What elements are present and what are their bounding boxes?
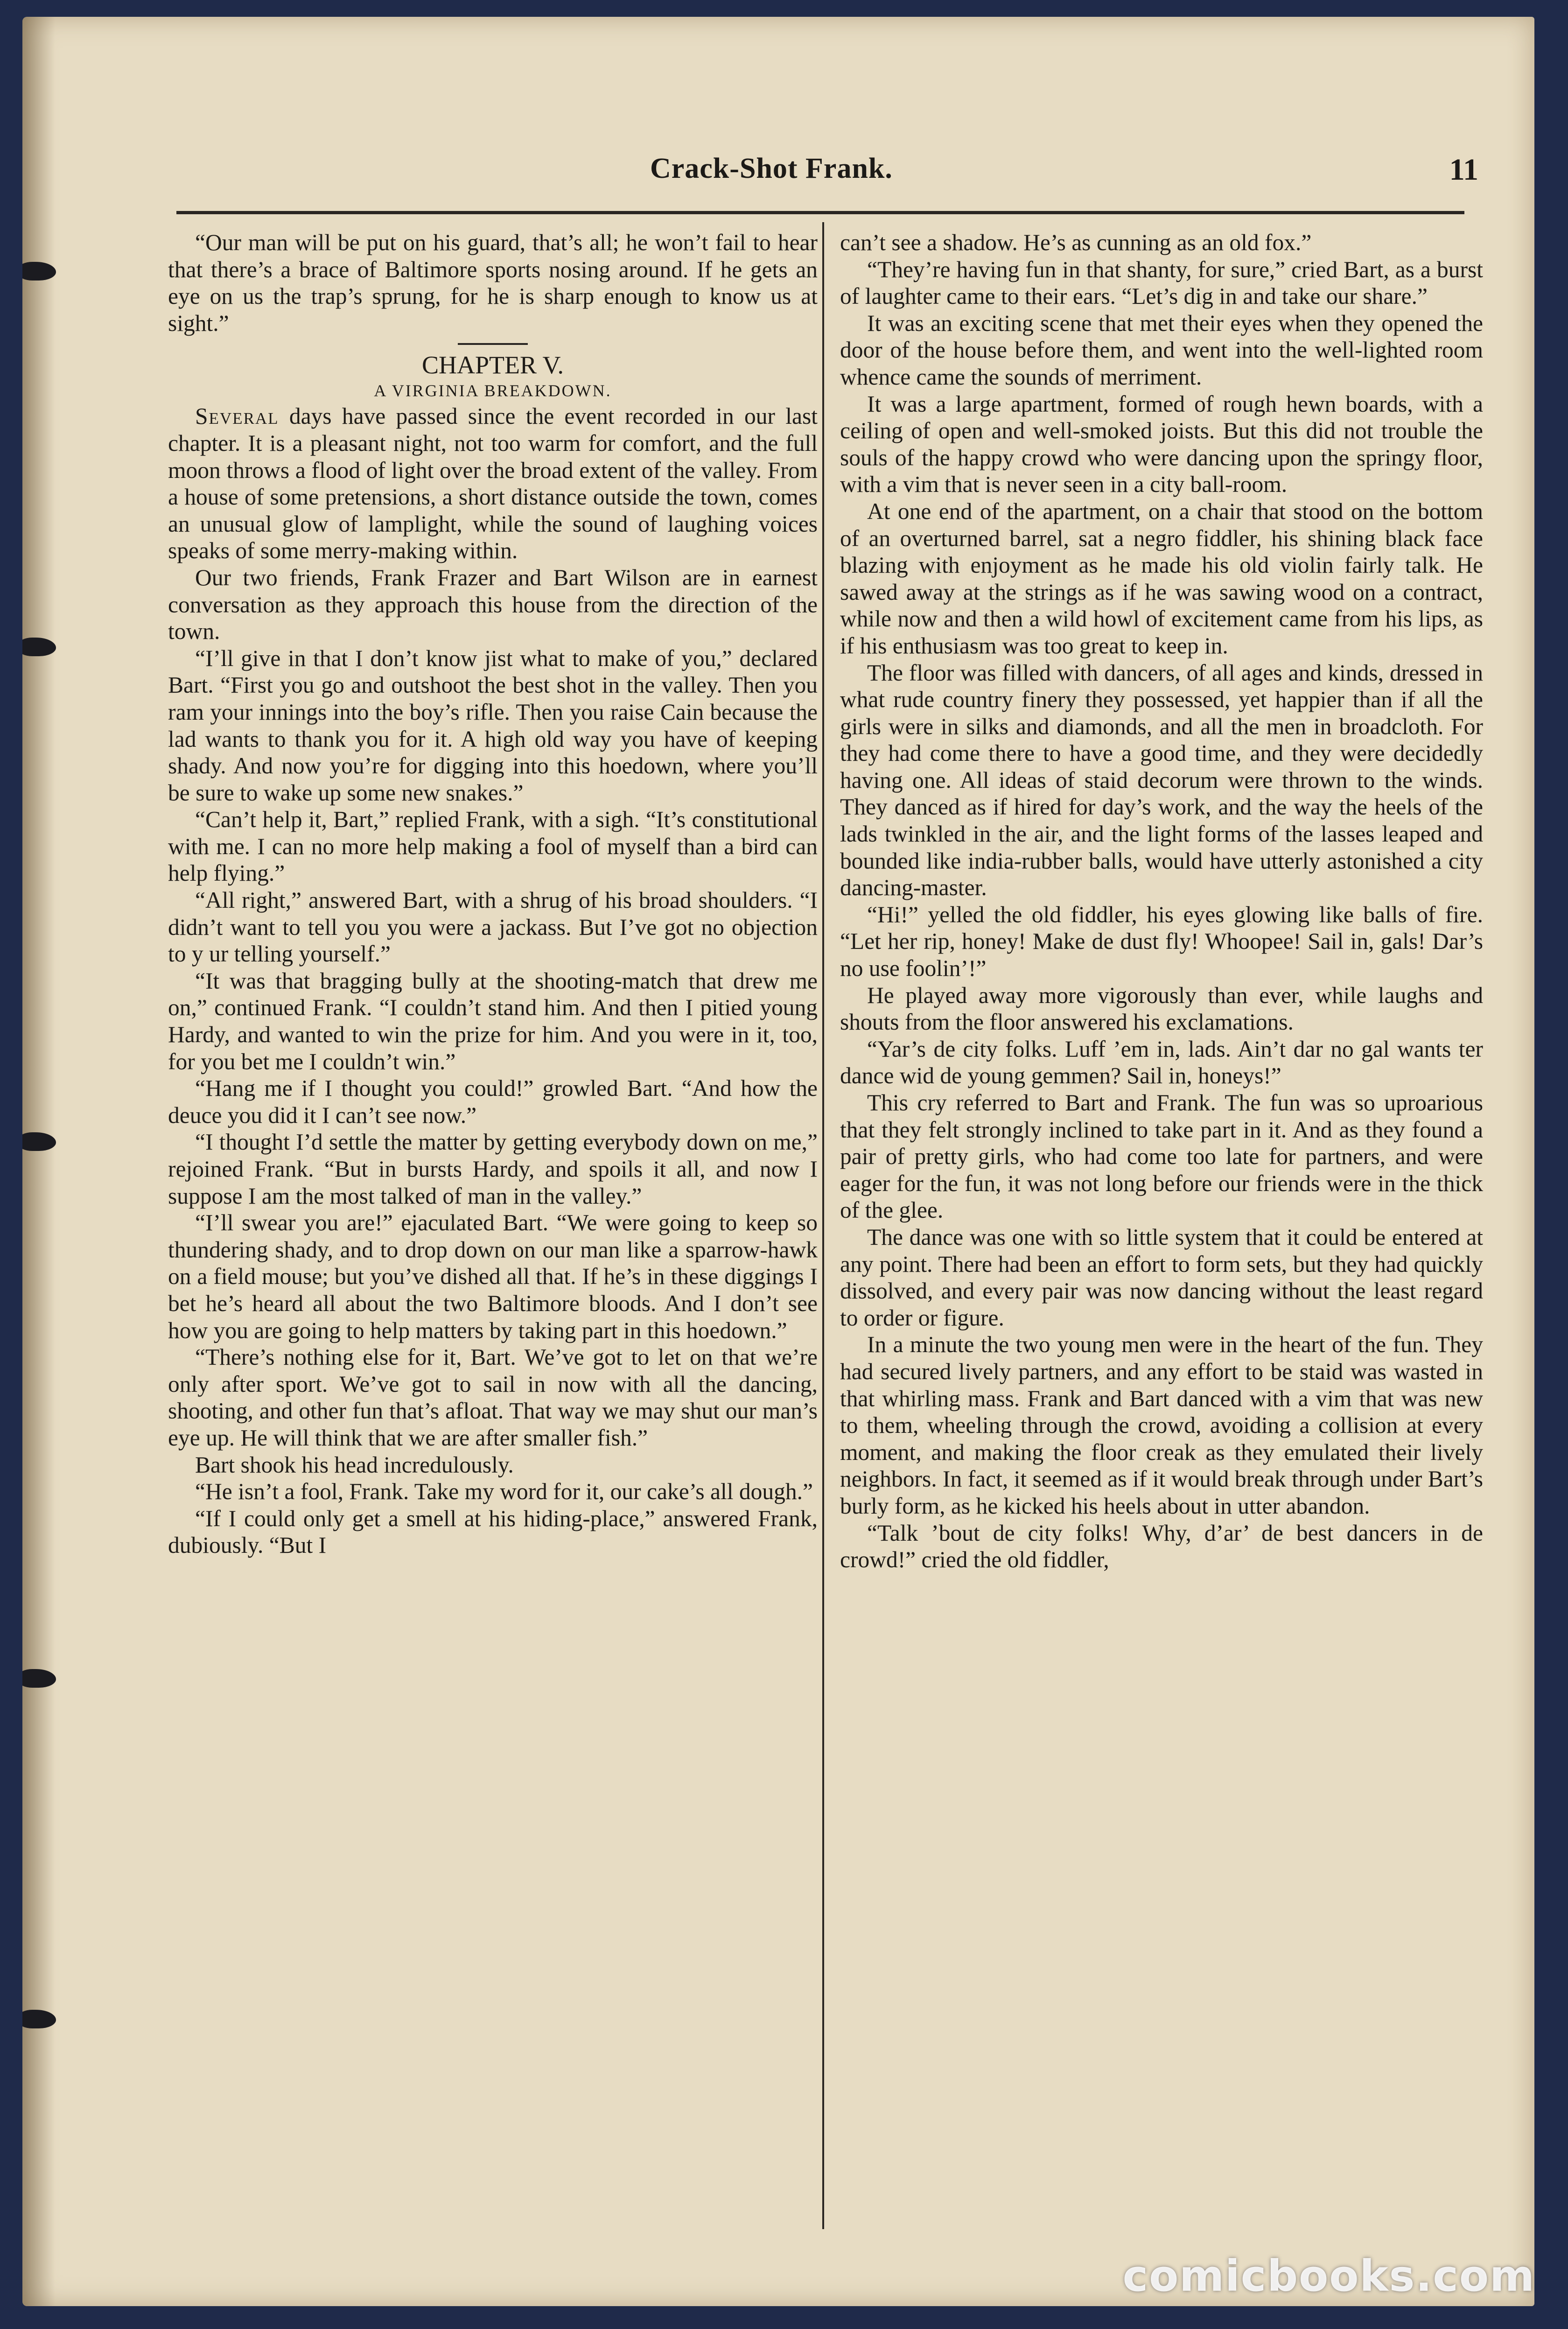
paragraph-continuation: can’t see a shadow. He’s as cunning as an old fox.”: [840, 230, 1312, 255]
paragraph: “Hang me if I thought you could!” growled Bart. “And how the deuce you did it I can’t see now.”: [168, 1075, 818, 1128]
running-head: [22, 152, 1534, 194]
page-number: 11: [1449, 153, 1478, 187]
paragraph: It was a large apartment, formed of rough hewn boards, with a ceiling of open and well-smoked joists. But this did not trouble the souls of the happy crowd who were dancing upon the springy floor, with a vim that is never seen in a city ball-room.: [840, 391, 1483, 498]
watermark: comicbooks.com: [1122, 2251, 1535, 2301]
paragraph: The floor was filled with dancers, of all ages and kinds, dressed in what rude country finery they possessed, yet happier than if all the girls were in silks and diamonds, and all the men in broadcloth. For they had come there to have a good time, and they were decidedly having one. All ideas of staid decorum were thrown to the winds. They danced as if hired for day’s work, and the way the heels of the lads twinkled in the air, and the light forms of the lasses leaped and bounded like india-rubber balls, would have utterly astonished a city dancing-master.: [840, 659, 1483, 901]
paragraph: He played away more vigorously than ever, while laughs and shouts from the floor answered his exclamations.: [840, 982, 1483, 1035]
chapter-subtitle: A VIRGINIA BREAKDOWN.: [374, 381, 612, 400]
paragraph: “It was that bragging bully at the shooting-match that drew me on,” continued Frank. “I couldn’t stand him. And then I pitied young Hardy, and wanted to win the prize for him. And you were in it, too, for you bet me I couldn’t win.”: [168, 968, 818, 1074]
drop-word: Several: [195, 403, 279, 429]
paragraph: “I thought I’d settle the matter by getting everybody down on me,” rejoined Frank. “But in bursts Hardy, and spoils it all, and now I suppose I am the most talked of man in the valley.”: [168, 1129, 818, 1209]
paragraph: “I’ll swear you are!” ejaculated Bart. “We were going to keep so thundering shady, and to drop down on our man like a sparrow-hawk on a field mouse; but you’ve dished all that. If he’s in these diggings I bet he’s heard all about the two Baltimore bloods. And I don’t see how you are going to help matters by taking part in this hoedown.”: [168, 1210, 818, 1343]
header-rule: [176, 211, 1464, 214]
paragraph: Bart shook his head incredulously.: [195, 1452, 514, 1478]
running-head-title: Crack-Shot Frank.: [650, 153, 893, 184]
paragraph: “Our man will be put on his guard, that’s all; he won’t fail to hear that there’s a brace of Baltimore sports nosing around. If he gets an eye on us the trap’s sprung, for he is sharp enough to know us at sight.”: [168, 230, 818, 336]
paragraph: “All right,” answered Bart, with a shrug of his broad shoulders. “I didn’t want to tell you you were a jackass. But I’ve got no objection to y ur telling yourself.”: [168, 887, 818, 967]
paragraph: This cry referred to Bart and Frank. The fun was so uproarious that they felt strongly inclined to take part in it. And as they found a pair of pretty girls, who had come too late for partners, and were eager for the fun, it was not long before our friends were in the thick of the glee.: [840, 1090, 1483, 1223]
paragraph: “Yar’s de city folks. Luff ’em in, lads. Ain’t dar no gal wants ter dance wid de young gemmen? Sail in, honeys!”: [840, 1036, 1483, 1089]
opening-paragraph: [168, 403, 818, 564]
paragraph: At one end of the apartment, on a chair that stood on the bottom of an overturned barrel, sat a negro fiddler, his shining black face blazing with enjoyment as he made his old violin fairly talk. He sawed away at the strings as if he was sawing wood on a contract, while now and then a wild howl of excitement came from his lips, as if his enthusiasm was too great to keep in.: [840, 498, 1483, 659]
paragraph: “He isn’t a fool, Frank. Take my word for it, our cake’s all dough.”: [195, 1479, 813, 1505]
right-column: [840, 229, 1483, 2250]
paragraph: “Hi!” yelled the old fiddler, his eyes glowing like balls of fire. “Let her rip, honey! Make de dust fly! Whoopee! Sail in, gals! Dar’s no use foolin’!”: [840, 901, 1483, 982]
section-rule: [458, 343, 528, 345]
paragraph: In a minute the two young men were in the heart of the fun. They had secured lively partners, and any effort to be staid was wasted in that whirling mass. Frank and Bart danced with a vim that was new to them, wheeling through the crowd, avoiding a collision at every moment, and making the floor creak as they emulated their lively neighbors. In fact, it seemed as if it would break through under Bart’s burly form, as he kicked his heels about in utter abandon.: [840, 1332, 1483, 1519]
paragraph: “They’re having fun in that shanty, for sure,” cried Bart, as a burst of laughter came to their ears. “Let’s dig in and take our share.”: [840, 256, 1483, 309]
column-divider: [822, 222, 824, 2229]
paragraph: It was an exciting scene that met their eyes when they opened the door of the house before them, and went into the well-lighted room whence came the sounds of merriment.: [840, 310, 1483, 390]
paragraph: “Can’t help it, Bart,” replied Frank, with a sigh. “It’s constitutional with me. I can no more help making a fool of myself than a bird can help flying.”: [168, 807, 818, 886]
left-column: [168, 229, 818, 2250]
paragraph: “Talk ’bout de city folks! Why, d’ar’ de best dancers in de crowd!” cried the old fiddler,: [840, 1520, 1483, 1573]
paragraph: “There’s nothing else for it, Bart. We’ve got to let on that we’re only after sport. We’ve got to sail in now with all the dancing, shooting, and other fun that’s afloat. That way we may shut our man’s eye up. He will think that we are after smaller fish.”: [168, 1344, 818, 1451]
paragraph: Our two friends, Frank Frazer and Bart Wilson are in earnest conversation as they approach this house from the direction of the town.: [168, 564, 818, 645]
binding-shadow: [22, 17, 55, 2306]
paragraph: The dance was one with so little system that it could be entered at any point. There had been an effort to form sets, but they had quickly dissolved, and every pair was now dancing without the least regard to order or figure.: [840, 1224, 1483, 1331]
scanned-page: [22, 17, 1534, 2306]
opening-paragraph-text: days have passed since the event recorded in our last chapter. It is a pleasant night, not too warm for comfort, and the full moon throws a flood of light over the broad extent of the valley. From a house of some pretensions, a short distance outside the town, comes an unusual glow of lamplight, while the sound of laughing voices speaks of some merry-making within.: [168, 403, 818, 564]
chapter-heading: CHAPTER V.: [421, 351, 564, 379]
paragraph: “If I could only get a smell at his hiding-place,” answered Frank, dubiously. “But I: [168, 1505, 818, 1558]
paragraph: “I’ll give in that I don’t know jist what to make of you,” declared Bart. “First you go and outshoot the best shot in the valley. Then you ram your innings into the boy’s rifle. Then you raise Cain because the lad wants to thank you for it. A high old way you have of keeping shady. And now you’re for digging into this hoedown, where you’ll be sure to wake up some new snakes.”: [168, 645, 818, 806]
